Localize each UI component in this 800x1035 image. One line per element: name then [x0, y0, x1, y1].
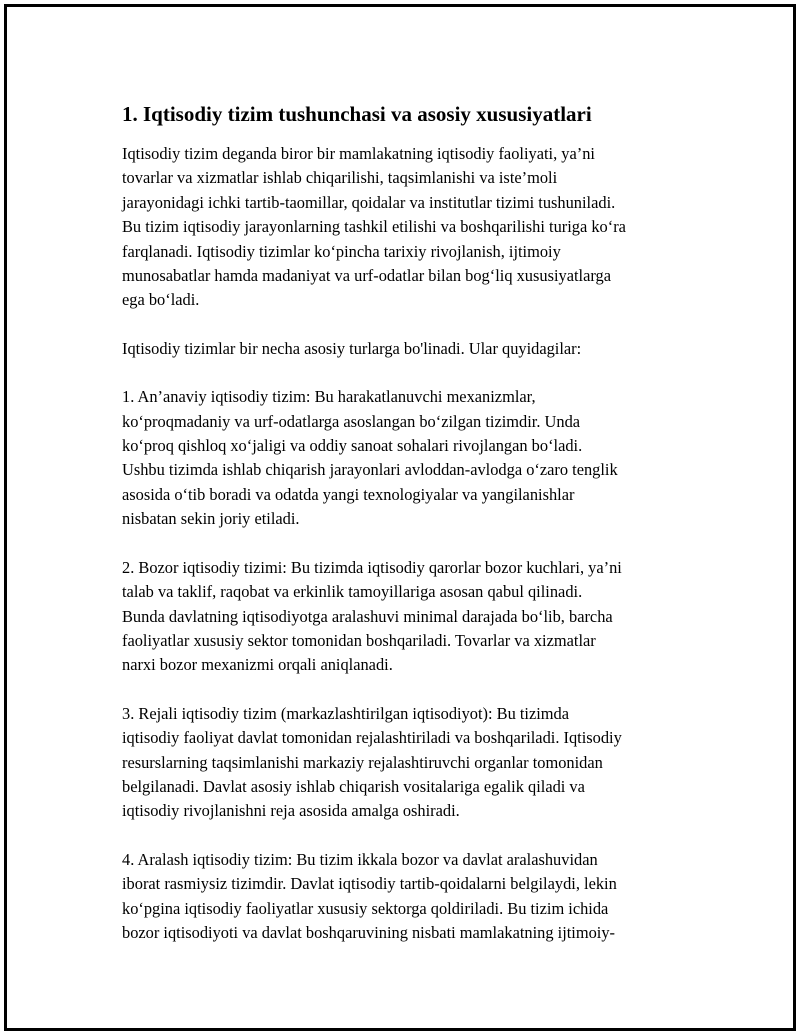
page-frame — [4, 4, 796, 1031]
paragraph-definition: Iqtisodiy tizim deganda biror bir mamlakatning iqtisodiy faoliyati, ya’ni tovarlar va xizmatlar ishlab chiqarilishi, taqsimlanishi va iste’moli jarayonidagi ichki tartib-taomillar, qoidalar va institutlar tizimi tushuniladi. Bu tizim iqtisodiy jarayonlarning tashkil etilishi va boshqarilishi turiga ko‘ra farqlanadi. Iqtisodiy tizimlar ko‘pincha tarixiy rivojlanish, ijtimoiy munosabatlar hamda madaniyat va urf-odatlar bilan bog‘liq xususiyatlarga ega bo‘ladi. — [122, 144, 626, 310]
document-title: 1. Iqtisodiy tizim tushunchasi va asosiy xususiyatlari — [122, 102, 592, 126]
paragraph-market-system: 2. Bozor iqtisodiy tizimi: Bu tizimda iqtisodiy qarorlar bozor kuchlari, ya’ni talab va taklif, raqobat va erkinlik tamoyillariga asosan qabul qilinadi. Bunda davlatning iqtisodiyotga aralashuvi minimal darajada bo‘lib, barcha faoliyatlar xususiy sektor tomonidan boshqariladi. Tovarlar va xizmatlar narxi bozor mexanizmi orqali aniqlanadi. — [122, 557, 622, 675]
paragraph-types-intro: Iqtisodiy tizimlar bir necha asosiy turlarga bo'linadi. Ular quyidagilar: — [122, 338, 582, 358]
paragraph-mixed-system: 4. Aralash iqtisodiy tizim: Bu tizim ikkala bozor va davlat aralashuvidan iborat rasmiysiz tizimdir. Davlat iqtisodiy tartib-qoidalarni belgilaydi, lekin ko‘pgina iqtisodiy faoliyatlar xususiy sektorga qoldiriladi. Bu tizim ichida bozor iqtisodiyoti va davlat boshqaruvining nisbati mamlakatning ijtimoiy- — [122, 849, 617, 942]
paragraph-traditional-system: 1. An’anaviy iqtisodiy tizim: Bu harakatlanuvchi mexanizmlar, ko‘proqmadaniy va urf-odatlarga asoslangan bo‘zilgan tizimdir. Unda ko‘proq qishloq xo‘jaligi va oddiy sanoat sohalari rivojlangan bo‘ladi. Ushbu tizimda ishlab chiqarish jarayonlari avloddan-avlodga o‘zaro tenglik asosida o‘tib boradi va odatda yangi texnologiyalar va yangilanishlar nisbatan sekin joriy etiladi. — [122, 387, 618, 529]
document-body — [122, 100, 712, 969]
paragraph-planned-system: 3. Rejali iqtisodiy tizim (markazlashtirilgan iqtisodiyot): Bu tizimda iqtisodiy faoliyat davlat tomonidan rejalashtiriladi va boshqariladi. Iqtisodiy resurslarning taqsimlanishi markaziy rejalashtiruvchi organlar tomonidan belgilanadi. Davlat asosiy ishlab chiqarish vositalariga egalik qiladi va iqtisodiy rivojlanishni reja asosida amalga oshiradi. — [122, 703, 622, 821]
